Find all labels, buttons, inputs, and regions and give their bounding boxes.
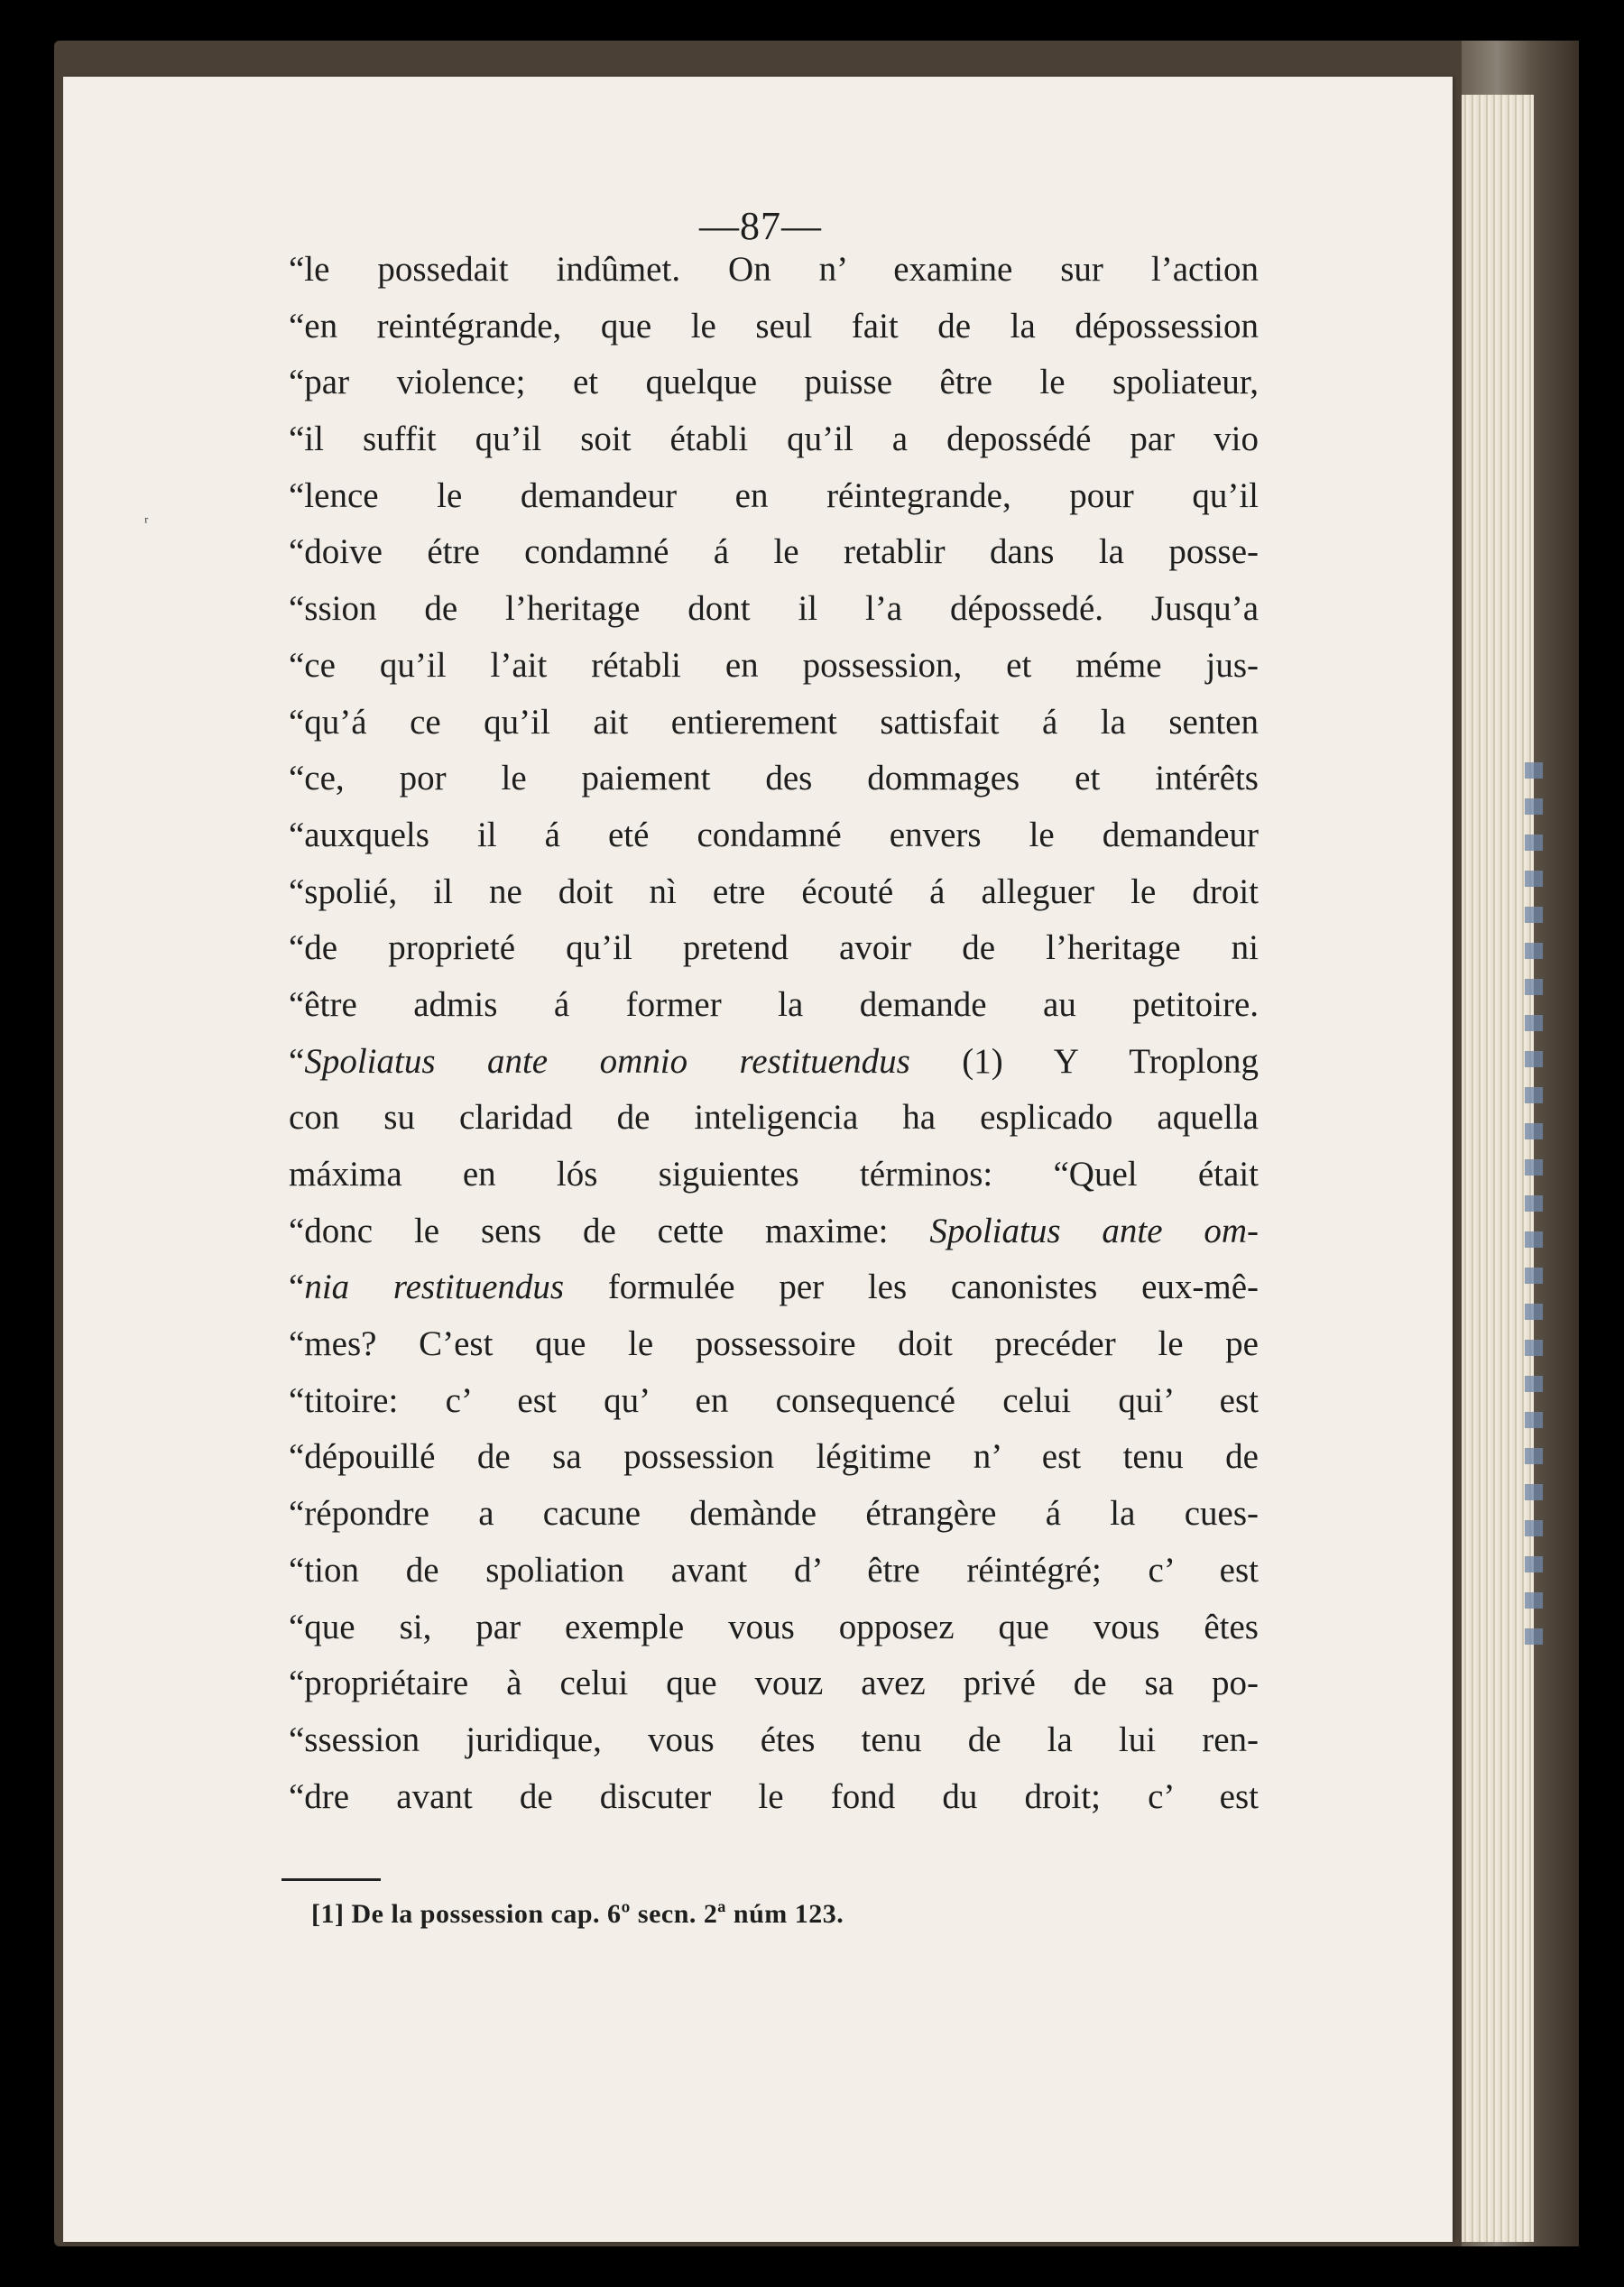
text-line: “dre avant de discuter le fond du droit; c’ est	[289, 1776, 1259, 1816]
page-stack-edge	[1462, 95, 1534, 2242]
text-line: “par violence; et quelque puisse être le spoliateur,	[289, 363, 1259, 402]
text-line: “le possedait indûmet. On n’ examine sur l’action	[289, 250, 1259, 289]
text-line: máxima en lós siguientes términos: “Quel était	[289, 1155, 1259, 1194]
page-number: —87—	[699, 204, 822, 248]
text-line: “donc le sens de cette maxime: Spoliatus ante om-	[289, 1211, 1260, 1250]
text-line: “il suffit qu’il soit établi qu’il a depossédé par vio	[289, 420, 1259, 459]
text-line: “mes? C’est que le possessoire doit precéder le pe	[289, 1324, 1259, 1364]
text-line: “spolié, il ne doit nì etre écouté á alleguer le droit	[289, 871, 1259, 911]
text-line: “ssession juridique, vous étes tenu de la lui ren-	[289, 1720, 1259, 1759]
text-line: “ssion de l’heritage dont il l’a dépossedé. Jusqu’a	[289, 589, 1259, 629]
text-line: “Spoliatus ante omnio restituendus (1) Y Troplong	[289, 1041, 1259, 1081]
text-line: “répondre a cacune demànde étrangère á la cues-	[289, 1494, 1259, 1534]
text-line: “lence le demandeur en réintegrande, pour qu’il	[289, 475, 1259, 515]
text-line: “être admis á former la demande au petitoire.	[289, 984, 1259, 1024]
text-line: “doive étre condamné á le retablir dans la posse-	[289, 532, 1259, 572]
text-line: con su claridad de inteligencia ha esplicado aquella	[289, 1098, 1259, 1138]
text-line: “propriétaire à celui que vouz avez privé de sa po-	[289, 1664, 1259, 1703]
text-line: “qu’á ce qu’il ait entierement sattisfait á la senten	[289, 702, 1259, 742]
body-text	[289, 242, 1259, 1825]
text-line: “ce qu’il l’ait rétabli en possession, et méme jus-	[289, 645, 1259, 685]
edge-stain	[1525, 762, 1543, 1665]
text-line: “nia restituendus formulée per les canonistes eux-mê-	[289, 1268, 1259, 1307]
text-line: “titoire: c’ est qu’ en consequencé celui qui’ est	[289, 1380, 1259, 1420]
text-line: “en reintégrande, que le seul fait de la dépossession	[289, 306, 1259, 346]
text-line: “dépouillé de sa possession légitime n’ est tenu de	[289, 1437, 1259, 1477]
text-line: “tion de spoliation avant d’ être réintégré; c’ est	[289, 1550, 1259, 1590]
text-line: “ce, por le paiement des dommages et intérêts	[289, 759, 1259, 798]
text-line: “que si, par exemple vous opposez que vous êtes	[289, 1607, 1259, 1646]
text-line: “auxquels il á eté condamné envers le demandeur	[289, 815, 1259, 854]
footnote-divider	[281, 1878, 381, 1881]
text-line: “de proprieté qu’il pretend avoir de l’heritage ni	[289, 928, 1259, 968]
footnote: [1] De la possession cap. 6º secn. 2ª núm 123.	[311, 1899, 844, 1929]
margin-mark: ʳ	[144, 512, 149, 532]
